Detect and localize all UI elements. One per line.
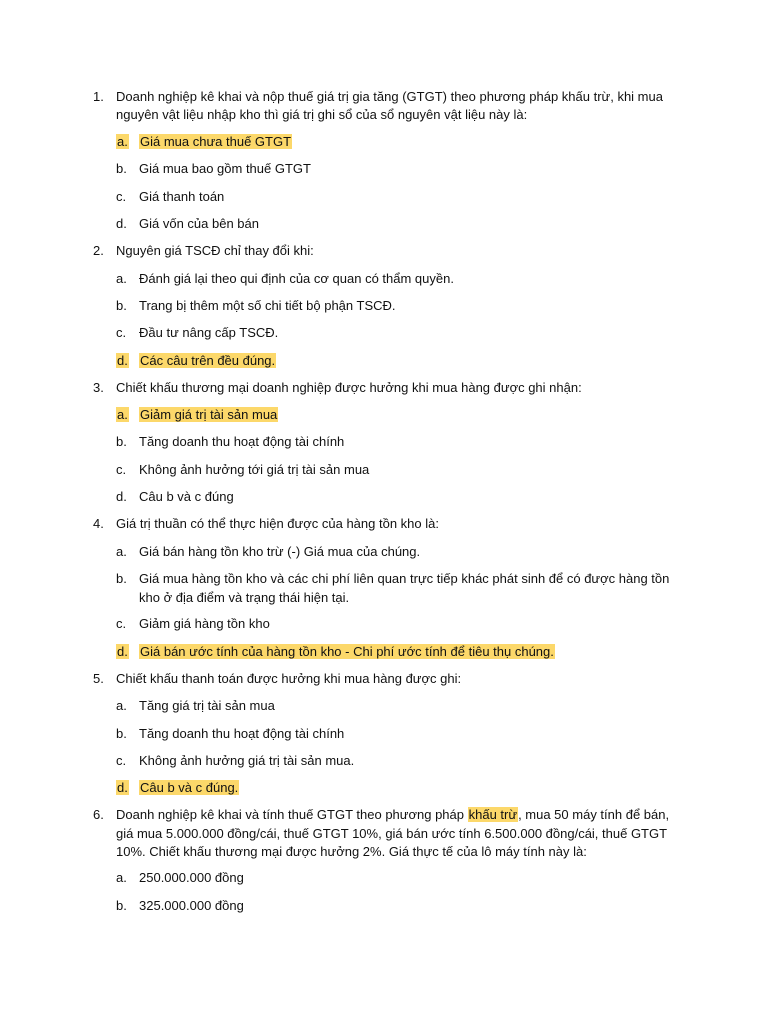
option-letter <box>116 270 127 288</box>
option-letter-text: b. <box>116 298 127 313</box>
question-number: 4. <box>93 516 104 531</box>
option-letter-text: b. <box>116 434 127 449</box>
option-text: Câu b và c đúng. <box>140 780 239 795</box>
option-letter <box>116 133 129 151</box>
option-letter-text: c. <box>116 462 127 477</box>
option-letter-text: b. <box>116 898 127 913</box>
answer-option <box>139 897 244 915</box>
option-text: Giảm giá trị tài sản mua <box>140 407 278 422</box>
option-letter <box>116 160 127 178</box>
option-letter-text: d. <box>117 353 128 368</box>
option-letter <box>116 488 127 506</box>
answer-option-highlighted <box>139 643 555 661</box>
answer-option <box>139 725 344 743</box>
option-text: Giá mua chưa thuế GTGT <box>140 134 292 149</box>
option-text: Đánh giá lại theo qui định của cơ quan có thẩm quyền. <box>139 271 454 286</box>
answer-option <box>139 433 344 451</box>
option-text: Không ảnh hưởng tới giá trị tài sản mua <box>139 462 370 477</box>
option-letter <box>116 779 129 797</box>
option-letter-text: b. <box>116 726 127 741</box>
option-text: Giảm giá hàng tồn kho <box>139 616 270 631</box>
option-letter-text: c. <box>116 753 127 768</box>
question-text-line: Nguyên giá TSCĐ chỉ thay đổi khi: <box>116 243 314 258</box>
option-letter-text: b. <box>116 161 127 176</box>
option-text: Giá mua bao gồm thuế GTGT <box>139 161 311 176</box>
option-letter-text: b. <box>116 571 127 586</box>
answer-option <box>139 589 349 607</box>
option-text: Giá bán ước tính của hàng tồn kho - Chi phí ước tính để tiêu thụ chúng. <box>140 644 554 659</box>
option-letter <box>116 324 126 342</box>
question-text-segment: , mua 50 máy tính để bán, <box>518 807 670 822</box>
question-number: 1. <box>93 89 104 104</box>
option-letter <box>116 752 126 770</box>
option-letter-text: a. <box>117 134 128 149</box>
option-letter-text: d. <box>116 216 127 231</box>
option-letter-text: a. <box>116 544 127 559</box>
option-letter <box>116 352 129 370</box>
option-letter <box>116 188 126 206</box>
highlighted-term: khấu trừ <box>468 807 518 822</box>
option-letter-text: c. <box>116 325 127 340</box>
option-letter <box>116 697 127 715</box>
option-letter-text: a. <box>116 271 127 286</box>
option-letter <box>116 461 126 479</box>
option-letter <box>116 869 127 887</box>
answer-option <box>139 297 396 315</box>
answer-option-highlighted <box>139 133 292 151</box>
option-text: Giá bán hàng tồn kho trừ (-) Giá mua của chúng. <box>139 544 421 559</box>
option-text: Câu b và c đúng <box>139 489 234 504</box>
option-text: Giá thanh toán <box>139 189 225 204</box>
option-letter-text: c. <box>116 189 127 204</box>
option-text: 325.000.000 đồng <box>139 898 244 913</box>
question-text-line: Chiết khấu thanh toán được hưởng khi mua hàng được ghi: <box>116 671 462 686</box>
option-letter-text: a. <box>116 870 127 885</box>
option-letter <box>116 406 129 424</box>
option-letter <box>116 433 127 451</box>
answer-option <box>139 615 270 633</box>
answer-option-highlighted <box>139 406 278 424</box>
option-text: Các câu trên đều đúng. <box>140 353 276 368</box>
answer-option <box>139 461 369 479</box>
option-text: Tăng doanh thu hoạt động tài chính <box>139 434 345 449</box>
answer-option <box>139 697 275 715</box>
question-text-line: Chiết khấu thương mại doanh nghiệp được hưởng khi mua hàng được ghi nhận: <box>116 380 582 395</box>
answer-option <box>139 543 420 561</box>
option-letter-text: a. <box>116 698 127 713</box>
option-letter <box>116 643 129 661</box>
answer-option <box>139 752 354 770</box>
option-text: Không ảnh hưởng giá trị tài sản mua. <box>139 753 355 768</box>
option-text: Tăng doanh thu hoạt động tài chính <box>139 726 345 741</box>
answer-option <box>139 488 234 506</box>
question-text-line <box>116 806 669 824</box>
option-letter-text: d. <box>116 489 127 504</box>
question-number: 3. <box>93 380 104 395</box>
option-text: Giá mua hàng tồn kho và các chi phí liên quan trực tiếp khác phát sinh để có được hàng tồn <box>139 571 670 586</box>
option-letter <box>116 897 127 915</box>
question-number: 6. <box>93 807 104 822</box>
option-text: Trang bị thêm một số chi tiết bộ phận TSCĐ. <box>139 298 396 313</box>
option-letter-text: a. <box>117 407 128 422</box>
option-letter <box>116 215 127 233</box>
option-text: 250.000.000 đồng <box>139 870 244 885</box>
option-letter <box>116 570 127 588</box>
answer-option <box>139 570 669 588</box>
option-text: Tăng giá trị tài sản mua <box>139 698 275 713</box>
option-text: kho ở địa điểm và trạng thái hiện tại. <box>139 590 350 605</box>
option-letter <box>116 297 127 315</box>
answer-option-highlighted <box>139 779 239 797</box>
answer-option <box>139 270 454 288</box>
question-text-line: giá mua 5.000.000 đồng/cái, thuế GTGT 10%, giá bán ước tính 6.500.000 đồng/cái, thuế GTGT <box>116 826 668 841</box>
option-letter-text: c. <box>116 616 127 631</box>
question-text-line: nguyên vật liệu nhập kho thì giá trị ghi sổ của sổ nguyên vật liệu này là: <box>116 107 528 122</box>
answer-option <box>139 215 259 233</box>
answer-option <box>139 160 311 178</box>
question-text-line: Doanh nghiệp kê khai và nộp thuế giá trị gia tăng (GTGT) theo phương pháp khấu trừ, khi mua <box>116 89 663 104</box>
question-text-segment: Doanh nghiệp kê khai và tính thuế GTGT theo phương pháp <box>116 807 468 822</box>
answer-option <box>139 188 224 206</box>
option-letter-text: d. <box>117 644 128 659</box>
option-letter <box>116 543 127 561</box>
option-letter <box>116 615 126 633</box>
option-text: Đầu tư nâng cấp TSCĐ. <box>139 325 279 340</box>
answer-option-highlighted <box>139 352 276 370</box>
question-text-line: Giá trị thuần có thể thực hiện được của hàng tồn kho là: <box>116 516 439 531</box>
option-text: Giá vốn của bên bán <box>139 216 259 231</box>
option-letter-text: d. <box>117 780 128 795</box>
answer-option <box>139 869 244 887</box>
answer-option <box>139 324 278 342</box>
question-text-line: 10%. Chiết khấu thương mại được hưởng 2%. Giá thực tế của lô máy tính này là: <box>116 844 587 859</box>
question-number: 2. <box>93 243 104 258</box>
question-number: 5. <box>93 671 104 686</box>
option-letter <box>116 725 127 743</box>
